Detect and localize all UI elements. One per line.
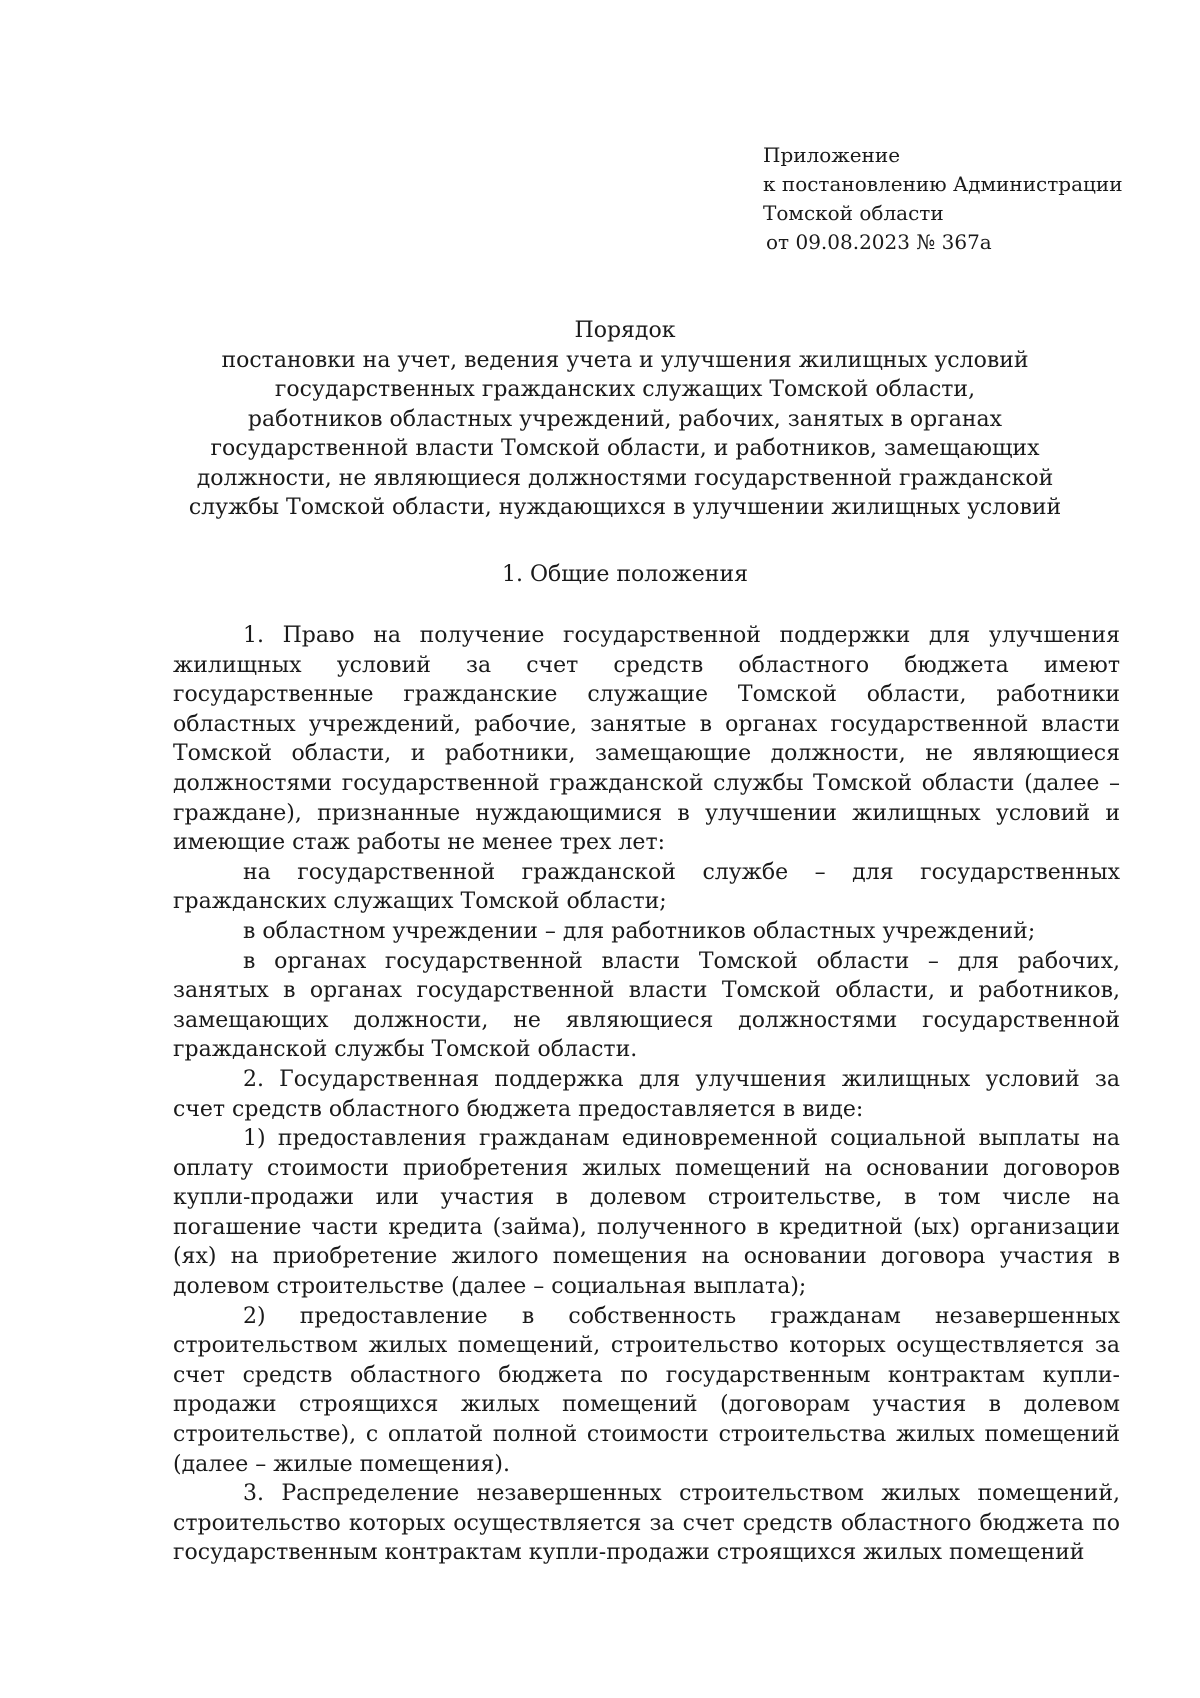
title-line-3: работников областных учреждений, рабочих, занятых в органах [247,406,1003,432]
title-line-2: государственных гражданских служащих Томской области, [274,377,976,402]
attachment-date-number: от 09.08.2023 № 367а [766,230,992,254]
attachment-line-1: Приложение [763,143,901,167]
paragraph-7: 2) предоставление в собственность гражданам незавершенных строительством жилых помещений, строительство которых осуществляется за счет средств областного бюджета по государственным контрактам купли-продажи строящихся жилых помещений (договорам участия в долевом строительстве), с оплатой полной стоимости строительства жилых помещений (далее – жилые помещения). [173,1303,1120,1477]
paragraph-5: 2. Государственная поддержка для улучшения жилищных условий за счет средств областного бюджета предоставляется в виде: [173,1066,1120,1122]
attachment-line-3: Томской области [763,201,944,225]
title-line-4: государственной власти Томской области, и работников, замещающих [210,436,1040,461]
title-line-5: должности, не являющиеся должностями государственной гражданской [196,465,1054,491]
document-body [173,621,1120,1568]
attachment-note [763,141,1123,257]
paragraph-8: 3. Распределение незавершенных строительством жилых помещений, строительство которых осуществляется за счет средств областного бюджета по государственным контрактам купли-продажи строящихся жилых помещений [173,1481,1120,1566]
attachment-line-2: к постановлению Администрации [763,172,1123,196]
paragraph-2: на государственной гражданской службе – для государственных гражданских служащих Томской области; [173,859,1120,915]
paragraph-1: 1. Право на получение государственной поддержки для улучшения жилищных условий за счет средств областного бюджета имеют государственные гражданские служащие Томской области, работники областных учреждений, рабочие, занятые в органах государственной власти Томской области, и работники, замещающие должности, не являющиеся должностями государственной гражданской службы Томской области (далее – граждане), признанные нуждающимися в улучшении жилищных условий и имеющие стаж работы не менее трех лет: [173,623,1120,856]
paragraph-6: 1) предоставления гражданам единовременной социальной выплаты на оплату стоимости приобретения жилых помещений на основании договоров купли-продажи или участия в долевом строительстве, в том числе на погашение части кредита (займа), полученного в кредитной (ых) организации (ях) на приобретение жилого помещения на основании договора участия в долевом строительстве (далее – социальная выплата); [173,1126,1120,1300]
title-line-6: службы Томской области, нуждающихся в улучшении жилищных условий [188,495,1062,520]
paragraph-3: в областном учреждении – для работников областных учреждений; [243,918,1036,944]
paragraph-4: в органах государственной власти Томской области – для рабочих, занятых в органах государственной власти Томской области, и работников, замещающих должности, не являющиеся должностями государственной гражданской службы Томской области. [173,948,1120,1063]
title-heading: Порядок [574,318,676,343]
section-heading: 1. Общие положения [502,562,748,587]
document-title [160,316,1090,523]
title-line-1: постановки на учет, ведения учета и улучшения жилищных условий [221,347,1029,373]
